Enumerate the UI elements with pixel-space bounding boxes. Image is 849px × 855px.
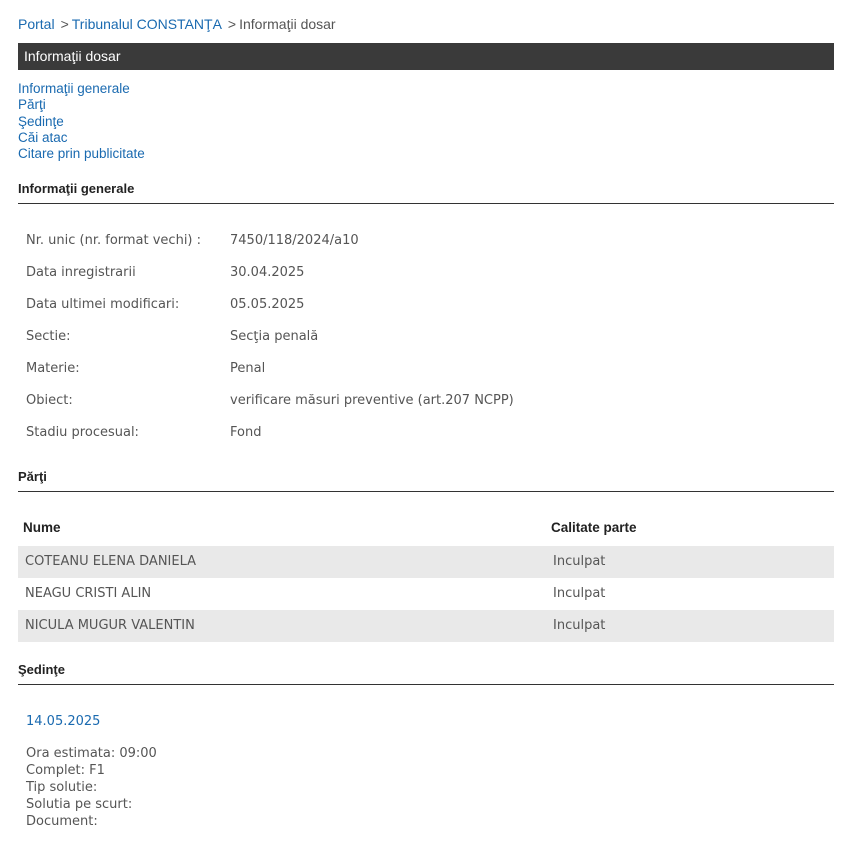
session-detail-solution-summary: Solutia pe scurt:: [26, 797, 133, 812]
parties-heading: Părţi: [18, 469, 47, 484]
nav-link-parties[interactable]: Părţi: [18, 97, 46, 113]
info-label: Obiect:: [26, 393, 73, 408]
column-header-role: Calitate parte: [551, 520, 637, 535]
breadcrumb-court-link[interactable]: Tribunalul CONSTANŢA: [71, 16, 222, 32]
info-value: 05.05.2025: [230, 297, 305, 312]
info-value: 30.04.2025: [230, 265, 305, 280]
session-detail-document: Document:: [26, 814, 98, 829]
section-nav: [18, 81, 145, 162]
party-role: Inculpat: [553, 618, 606, 633]
general-info-header: [18, 181, 834, 204]
nav-link-public-summons[interactable]: Citare prin publicitate: [18, 146, 145, 162]
breadcrumb-portal-link[interactable]: Portal: [18, 16, 55, 32]
info-label: Stadiu procesual:: [26, 425, 139, 440]
info-label: Sectie:: [26, 329, 71, 344]
parties-header: [18, 469, 834, 492]
breadcrumb-current: Informaţii dosar: [239, 16, 336, 32]
parties-table-header: [18, 517, 834, 539]
info-value: Penal: [230, 361, 266, 376]
info-label: Materie:: [26, 361, 80, 376]
table-row: [18, 610, 834, 642]
general-info-heading: Informaţii generale: [18, 181, 135, 196]
session-details: [26, 745, 157, 830]
party-role: Inculpat: [553, 554, 606, 569]
party-role: Inculpat: [553, 586, 606, 601]
breadcrumb-separator: >: [60, 16, 69, 32]
sessions-heading: Şedinţe: [18, 662, 65, 677]
session-detail-time: Ora estimata: 09:00: [26, 746, 157, 761]
page-title-bar: [18, 43, 834, 70]
info-label: Data ultimei modificari:: [26, 297, 180, 312]
party-name: NEAGU CRISTI ALIN: [25, 586, 152, 601]
info-value: Fond: [230, 425, 262, 440]
info-label: Data inregistrarii: [26, 265, 136, 280]
column-header-name: Nume: [23, 520, 61, 535]
sessions-header: [18, 662, 834, 685]
session-date: 14.05.2025: [26, 714, 101, 729]
session-detail-panel: Complet: F1: [26, 763, 105, 778]
info-value: Secţia penală: [230, 329, 319, 344]
table-row: [18, 578, 834, 610]
nav-link-general-info[interactable]: Informaţii generale: [18, 81, 130, 96]
info-value: 7450/118/2024/a10: [230, 233, 359, 248]
page-title: Informaţii dosar: [24, 48, 121, 64]
session-detail-solution-type: Tip solutie:: [26, 780, 98, 795]
table-row: [18, 546, 834, 578]
nav-link-sessions[interactable]: Şedinţe: [18, 113, 64, 129]
party-name: NICULA MUGUR VALENTIN: [25, 618, 195, 633]
party-name: COTEANU ELENA DANIELA: [25, 554, 197, 569]
info-value: verificare măsuri preventive (art.207 NCPP): [230, 393, 514, 408]
breadcrumb: [18, 15, 336, 33]
info-label: Nr. unic (nr. format vechi) :: [26, 233, 202, 248]
nav-link-appeals[interactable]: Căi atac: [18, 129, 68, 145]
breadcrumb-separator: >: [227, 16, 237, 32]
